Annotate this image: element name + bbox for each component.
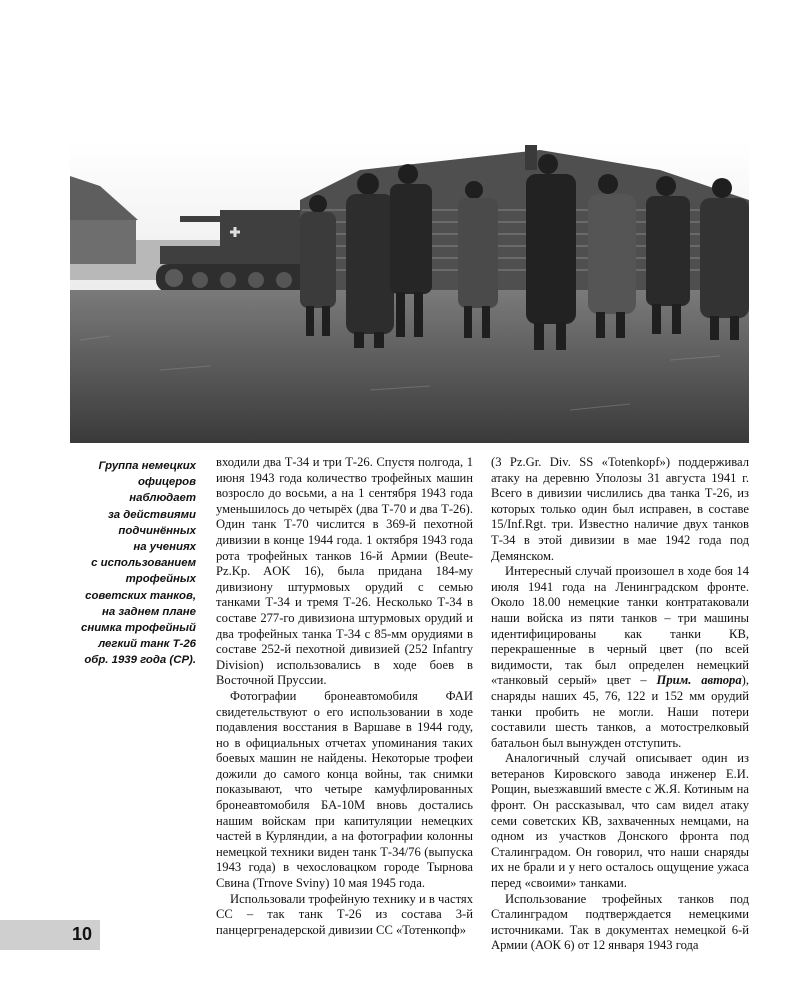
- caption-line: снимка трофейный: [81, 622, 196, 635]
- caption-line: офицеров: [137, 476, 196, 489]
- author-note: Прим. автора: [656, 673, 742, 688]
- paragraph-text: ), снаряды наших 45, 76, 122 и 152 мм орудий танки пробить не могли. Наши потери составили шесть танков, а мотострелковый батальон был вынужден отступить.: [491, 673, 749, 750]
- caption-line: наблюдает: [129, 492, 196, 505]
- paragraph: Аналогичный случай описывает один из ветеранов Кировского завода инженер Е.И. Рощин, выезжавший вместе с Ж.Я. Котиным на фронт. Он рассказывал, что сам видел атаку семи советских КВ, захваченных немцами, на одном из участков Донского фронта под Сталинградом. Он говорил, что наши снаряды их не брали и у него осталось ощущение ужаса перед «своими» танками.: [491, 751, 749, 891]
- photo-officers-and-captured-tank: [70, 140, 749, 443]
- archival-photo: [70, 140, 749, 443]
- caption-line: Группа немецких: [98, 460, 196, 472]
- caption-line: легкий танк Т-26: [98, 638, 196, 651]
- text-column-left: [216, 455, 473, 938]
- paragraph: Фотографии бронеавтомобиля ФАИ свидетельствуют о его использовании в ходе подавления восстания в Варшаве в 1944 году, но в официальных отчетах упоминания таких боевых машин не найдены. Некоторые трофеи дожили до самого конца войны, так снимки показывают, что четыре камуфлированных бронеавтомобиля БА-10М вновь достались нашим войскам при капитуляции немецких частей в Курляндии, а на фотографии колонны немецкой техники виден танк Т-34/76 (выпуска 1943 года) в чехословацком городе Тырнова Свина (Trnove Sviny) 10 мая 1945 года.: [216, 688, 473, 891]
- paragraph: входили два Т-34 и три Т-26. Спустя полгода, 1 июня 1943 года количество трофейных машин возросло до восьми, а на 1 сентября 1943 года уменьшилось до четырёх (два Т-70 и два Т-26). Один танк Т-70 числится в 369-й пехотной дивизии в конце 1944 года. 1 октября 1943 года рота трофейных танков 16-й Армии (Beute-Pz.Kp. AOK 16), была придана 184-му дивизиону штурмовых орудий с семью танками Т-34 и тремя Т-26. Несколько Т-34 в составе 277-го дивизиона штурмовых орудий и два трофейных танка Т-34 с 85-мм орудиями в составе 252-й пехотной дивизией (252 Infantry Division) использовались в ходе боев в Восточной Пруссии.: [216, 455, 473, 688]
- caption-line: с использованием: [91, 557, 196, 570]
- paragraph: Использование трофейных танков под Сталинградом подтверждается немецкими источниками. Так в документах немецкой 6-й Армии (АОК 6) от 12 января 1943 года: [491, 891, 749, 953]
- paragraph: (3 Pz.Gr. Div. SS «Totenkopf») поддерживал атаку на деревню Уполозы 31 августа 1941 г. Всего в дивизии числились два танка Т-26, из которых только один был исправен, в составе 15/Inf.Rgt. три. Известно наличие двух танков Т-34 в этой дивизии в мае 1942 года под Демянском.: [491, 455, 749, 563]
- paragraph-text: Интересный случай произошел в ходе боя 14 июля 1941 года на Ленинградском фронте. Около 18.00 немецкие танки контратаковали наши войска из пяти танков – три машины идентифицированы как танки КВ, перекрашенные в черный цвет (по всей видимости, так был определен немецкий «танковый серый» цвет –: [491, 564, 749, 688]
- caption-line: советских танков,: [85, 589, 196, 602]
- photo-caption: [72, 458, 196, 669]
- paragraph: Использовали трофейную технику и в частях СС – так танк Т-26 из состава 3-й панцергренадерской дивизии СС «Тотенкопф»: [216, 891, 473, 937]
- caption-line: за действиями: [107, 508, 196, 521]
- caption-line: на учениях: [133, 541, 196, 554]
- text-column-right: [491, 455, 749, 954]
- caption-line: трофейных: [125, 573, 196, 586]
- page-number-box: [0, 920, 100, 950]
- caption-line: на заднем плане: [102, 605, 196, 618]
- page-number: 10: [71, 924, 92, 944]
- paragraph: [491, 564, 749, 751]
- caption-line: подчинённых: [118, 524, 196, 537]
- caption-line: обр. 1939 года (CP).: [84, 654, 196, 667]
